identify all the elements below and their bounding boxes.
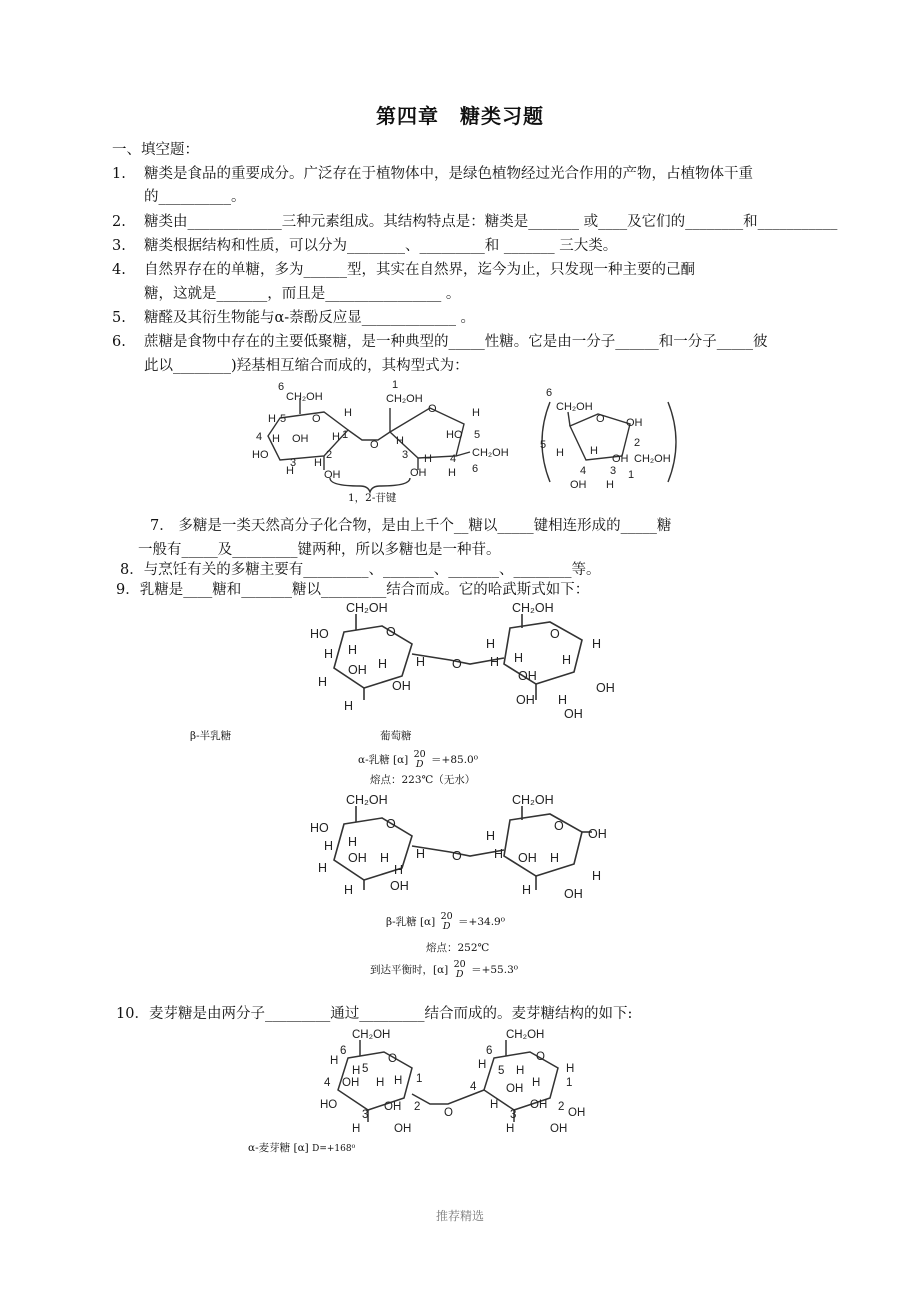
- question-4-cont: 糖，这就是_______，而且是________________ 。: [144, 286, 461, 302]
- svg-text:1: 1: [342, 429, 349, 441]
- svg-text:H: H: [592, 869, 602, 883]
- svg-text:HO: HO: [320, 1099, 338, 1111]
- svg-text:H: H: [314, 457, 322, 469]
- maltose-structure: [318, 1024, 598, 1136]
- svg-text:OH: OH: [348, 663, 367, 677]
- question-number: 2.: [112, 214, 126, 230]
- svg-text:O: O: [596, 413, 605, 425]
- question-7-cont: 一般有_____及_________键两种，所以多糖也是一种苷。: [138, 542, 501, 558]
- question-7: 7． 多糖是一类天然高分子化合物，是由上千个__糖以_____键相连形成的_____糖: [150, 518, 672, 534]
- svg-text:H: H: [448, 467, 456, 479]
- beta-lactose-structure: [300, 790, 620, 900]
- svg-text:OH: OH: [348, 851, 367, 865]
- svg-text:2: 2: [414, 1101, 421, 1113]
- svg-text:H: H: [416, 847, 426, 861]
- svg-text:H: H: [268, 413, 276, 425]
- svg-text:2: 2: [634, 437, 641, 449]
- svg-text:4: 4: [324, 1077, 331, 1089]
- svg-text:5: 5: [280, 413, 287, 425]
- rotation-label: β-乳糖 [α]: [386, 916, 436, 928]
- svg-text:4: 4: [450, 453, 457, 465]
- question-10: 10．麦芽糖是由两分子_________通过_________结合而成的。麦芽糖结构的如下:: [116, 1006, 633, 1022]
- svg-text:CH₂OH: CH₂OH: [634, 453, 671, 465]
- question-6: [112, 332, 768, 352]
- glucose-label: 葡萄糖: [380, 730, 412, 742]
- question-number: 5.: [112, 310, 126, 326]
- svg-text:CH₂OH: CH₂OH: [556, 401, 593, 413]
- page-title: 第四章 糖类习题: [376, 104, 544, 128]
- svg-text:H: H: [486, 637, 496, 651]
- svg-text:OH: OH: [596, 681, 615, 695]
- sucrose-structure: [250, 378, 690, 506]
- svg-text:6: 6: [340, 1045, 347, 1057]
- svg-text:H: H: [348, 643, 358, 657]
- svg-text:H: H: [494, 847, 504, 861]
- temperature-sup: 20: [440, 911, 453, 922]
- svg-text:H: H: [394, 863, 404, 877]
- beta-lactose-rotation: [386, 912, 505, 932]
- svg-text:H: H: [472, 407, 480, 419]
- svg-text:O: O: [312, 413, 321, 425]
- svg-text:OH: OH: [292, 433, 309, 445]
- rotation-value: ＝+55.3⁰: [471, 964, 518, 976]
- maltose-rotation-label: α-麦芽糖 [α]: [248, 1142, 309, 1154]
- question-5: [112, 308, 475, 328]
- question-text: 自然界存在的单糖，多为______型，其实在自然界，迄今为止，只发现一种主要的己酮: [144, 262, 695, 278]
- question-1: [112, 164, 753, 184]
- svg-text:OH: OH: [516, 693, 535, 707]
- svg-text:HO: HO: [446, 429, 463, 441]
- question-8: 8．与烹饪有关的多糖主要有_________、_______、_______、________等。: [120, 562, 601, 578]
- svg-text:OH: OH: [324, 469, 341, 481]
- beta-galactose-label: β-半乳糖: [190, 730, 232, 742]
- svg-text:2: 2: [558, 1101, 565, 1113]
- svg-text:H: H: [558, 693, 568, 707]
- svg-text:H: H: [380, 851, 390, 865]
- svg-text:O: O: [444, 1107, 453, 1119]
- svg-text:H: H: [330, 1055, 339, 1067]
- svg-text:H: H: [478, 1059, 487, 1071]
- svg-text:H: H: [396, 435, 404, 447]
- question-number: 6.: [112, 334, 126, 350]
- rotation-label: α-乳糖 [α]: [358, 754, 409, 766]
- svg-text:5: 5: [362, 1063, 369, 1075]
- svg-text:O: O: [452, 849, 462, 863]
- svg-text:3: 3: [290, 457, 297, 469]
- svg-text:H: H: [514, 651, 524, 665]
- svg-text:6: 6: [472, 463, 479, 475]
- temperature-sup: 20: [453, 959, 466, 970]
- svg-text:O: O: [388, 1053, 397, 1065]
- svg-text:H: H: [566, 1063, 575, 1075]
- svg-text:OH: OH: [564, 887, 583, 900]
- svg-text:H: H: [592, 637, 602, 651]
- svg-text:HO: HO: [310, 821, 329, 835]
- svg-text:1: 1: [566, 1077, 573, 1089]
- question-text: 糖类由_____________三种元素组成。其结构特点是：糖类是_______ 或____及它们的________和___________: [144, 214, 838, 230]
- question-text: 糖醛及其衍生物能与α-萘酚反应显_____________ 。: [144, 310, 476, 326]
- svg-text:HO: HO: [310, 627, 329, 641]
- svg-text:CH₂OH: CH₂OH: [472, 447, 509, 459]
- svg-text:H: H: [324, 839, 334, 853]
- svg-text:H: H: [506, 1123, 515, 1135]
- svg-text:H: H: [522, 883, 532, 897]
- svg-text:4: 4: [470, 1081, 477, 1093]
- svg-text:H: H: [490, 1099, 499, 1111]
- question-text: 糖类是食品的重要成分。广泛存在于植物体中，是绿色植物经过光合作用的产物，占植物体干重: [144, 166, 753, 182]
- svg-text:HO: HO: [252, 449, 269, 461]
- svg-text:H: H: [550, 851, 560, 865]
- svg-text:3: 3: [610, 465, 617, 477]
- svg-text:O: O: [550, 627, 560, 641]
- svg-text:CH₂OH: CH₂OH: [346, 601, 388, 615]
- svg-text:OH: OH: [342, 1077, 360, 1089]
- wavelength-sub: D: [415, 759, 424, 770]
- svg-text:O: O: [386, 817, 396, 831]
- svg-text:H: H: [606, 479, 614, 491]
- svg-text:3: 3: [510, 1109, 517, 1121]
- question-4: [112, 260, 695, 280]
- svg-text:OH: OH: [384, 1101, 402, 1113]
- svg-text:OH: OH: [626, 417, 643, 429]
- svg-text:OH: OH: [564, 707, 583, 718]
- rotation-value: ＝+34.9⁰: [458, 916, 505, 928]
- svg-text:CH₂OH: CH₂OH: [286, 391, 323, 403]
- svg-text:H: H: [332, 431, 340, 443]
- svg-text:OH: OH: [394, 1123, 412, 1135]
- svg-text:3: 3: [402, 449, 409, 461]
- question-9: 9．乳糖是____糖和_______糖以_________结合而成。它的哈武斯式如下：: [116, 582, 590, 598]
- beta-lactose-melting-point: 熔点：252℃: [426, 942, 490, 954]
- glycosidic-bond-label: 1，2-苷键: [348, 492, 397, 504]
- wavelength-sub: D: [442, 921, 451, 932]
- svg-text:H: H: [286, 465, 294, 477]
- svg-text:H: H: [378, 657, 388, 671]
- svg-text:OH: OH: [518, 851, 537, 865]
- svg-text:CH₂OH: CH₂OH: [352, 1029, 391, 1041]
- svg-text:H: H: [590, 445, 598, 457]
- svg-text:OH: OH: [518, 669, 537, 683]
- svg-text:H: H: [516, 1065, 525, 1077]
- question-number: 4.: [112, 262, 126, 278]
- svg-text:2: 2: [326, 449, 333, 461]
- svg-text:H: H: [486, 829, 496, 843]
- svg-text:H: H: [344, 407, 352, 419]
- svg-text:H: H: [394, 1075, 403, 1087]
- svg-text:H: H: [348, 835, 358, 849]
- svg-text:H: H: [424, 453, 432, 465]
- svg-text:O: O: [452, 657, 462, 671]
- svg-text:1: 1: [416, 1073, 423, 1085]
- svg-text:4: 4: [580, 465, 587, 477]
- svg-text:OH: OH: [390, 879, 409, 893]
- svg-text:H: H: [562, 653, 572, 667]
- svg-text:5: 5: [540, 439, 547, 451]
- maltose-rotation-value: D=+168⁰: [312, 1144, 356, 1154]
- equilibrium-rotation: [370, 960, 518, 980]
- svg-text:OH: OH: [588, 827, 607, 841]
- svg-text:H: H: [416, 655, 426, 669]
- svg-text:OH: OH: [506, 1083, 524, 1095]
- svg-text:1: 1: [392, 379, 399, 391]
- svg-text:CH₂OH: CH₂OH: [512, 793, 554, 807]
- alpha-lactose-melting-point: 熔点：223℃（无水）: [370, 774, 476, 786]
- svg-text:OH: OH: [410, 467, 427, 479]
- svg-text:H: H: [324, 647, 334, 661]
- question-number: 3.: [112, 238, 126, 254]
- question-3: [112, 236, 617, 256]
- maltose-caption: [248, 1140, 355, 1155]
- svg-text:H: H: [318, 861, 328, 875]
- svg-text:6: 6: [486, 1045, 493, 1057]
- svg-text:OH: OH: [568, 1107, 586, 1119]
- svg-text:CH₂OH: CH₂OH: [346, 793, 388, 807]
- svg-text:H: H: [352, 1065, 361, 1077]
- svg-text:5: 5: [474, 429, 481, 441]
- temperature-sup: 20: [413, 749, 426, 760]
- svg-text:H: H: [556, 447, 564, 459]
- svg-text:CH₂OH: CH₂OH: [506, 1029, 545, 1041]
- svg-text:O: O: [386, 625, 396, 639]
- svg-text:H: H: [532, 1077, 541, 1089]
- question-6-cont: 此以________)羟基相互缩合而成的，其构型式为：: [144, 358, 469, 374]
- section-heading: 一、填空题：: [112, 142, 199, 158]
- svg-text:OH: OH: [550, 1123, 568, 1135]
- wavelength-sub: D: [455, 969, 464, 980]
- svg-text:4: 4: [256, 431, 263, 443]
- question-2: [112, 212, 837, 232]
- page-footer: 推荐精选: [435, 1209, 484, 1223]
- svg-text:H: H: [318, 675, 328, 689]
- svg-text:3: 3: [362, 1109, 369, 1121]
- svg-text:6: 6: [546, 387, 553, 399]
- rotation-label: 到达平衡时，[α]: [370, 964, 449, 976]
- question-number: 1.: [112, 166, 126, 182]
- svg-text:H: H: [376, 1077, 385, 1089]
- svg-text:OH: OH: [612, 453, 629, 465]
- svg-text:CH₂OH: CH₂OH: [386, 393, 423, 405]
- alpha-lactose-structure: [300, 598, 620, 718]
- svg-text:O: O: [536, 1051, 545, 1063]
- svg-text:5: 5: [498, 1065, 505, 1077]
- svg-text:OH: OH: [392, 679, 411, 693]
- svg-text:O: O: [554, 819, 564, 833]
- svg-text:H: H: [490, 655, 500, 669]
- rotation-value: ＝+85.0⁰: [431, 754, 478, 766]
- svg-text:H: H: [344, 699, 354, 713]
- question-text: 蔗糖是食物中存在的主要低聚糖，是一种典型的_____性糖。它是由一分子______和一分子_____彼: [144, 334, 768, 350]
- svg-text:1: 1: [628, 469, 635, 481]
- svg-text:H: H: [344, 883, 354, 897]
- svg-text:O: O: [370, 439, 379, 451]
- svg-text:H: H: [272, 433, 280, 445]
- svg-text:CH₂OH: CH₂OH: [512, 601, 554, 615]
- svg-text:OH: OH: [570, 479, 587, 491]
- question-text: 糖类根据结构和性质，可以分为________、_________和 _______ 三大类。: [144, 238, 618, 254]
- svg-text:H: H: [352, 1123, 361, 1135]
- svg-text:O: O: [428, 403, 437, 415]
- question-1-cont: 的__________。: [144, 189, 246, 205]
- svg-text:6: 6: [278, 381, 285, 393]
- alpha-lactose-rotation: [358, 750, 478, 770]
- svg-text:OH: OH: [530, 1099, 548, 1111]
